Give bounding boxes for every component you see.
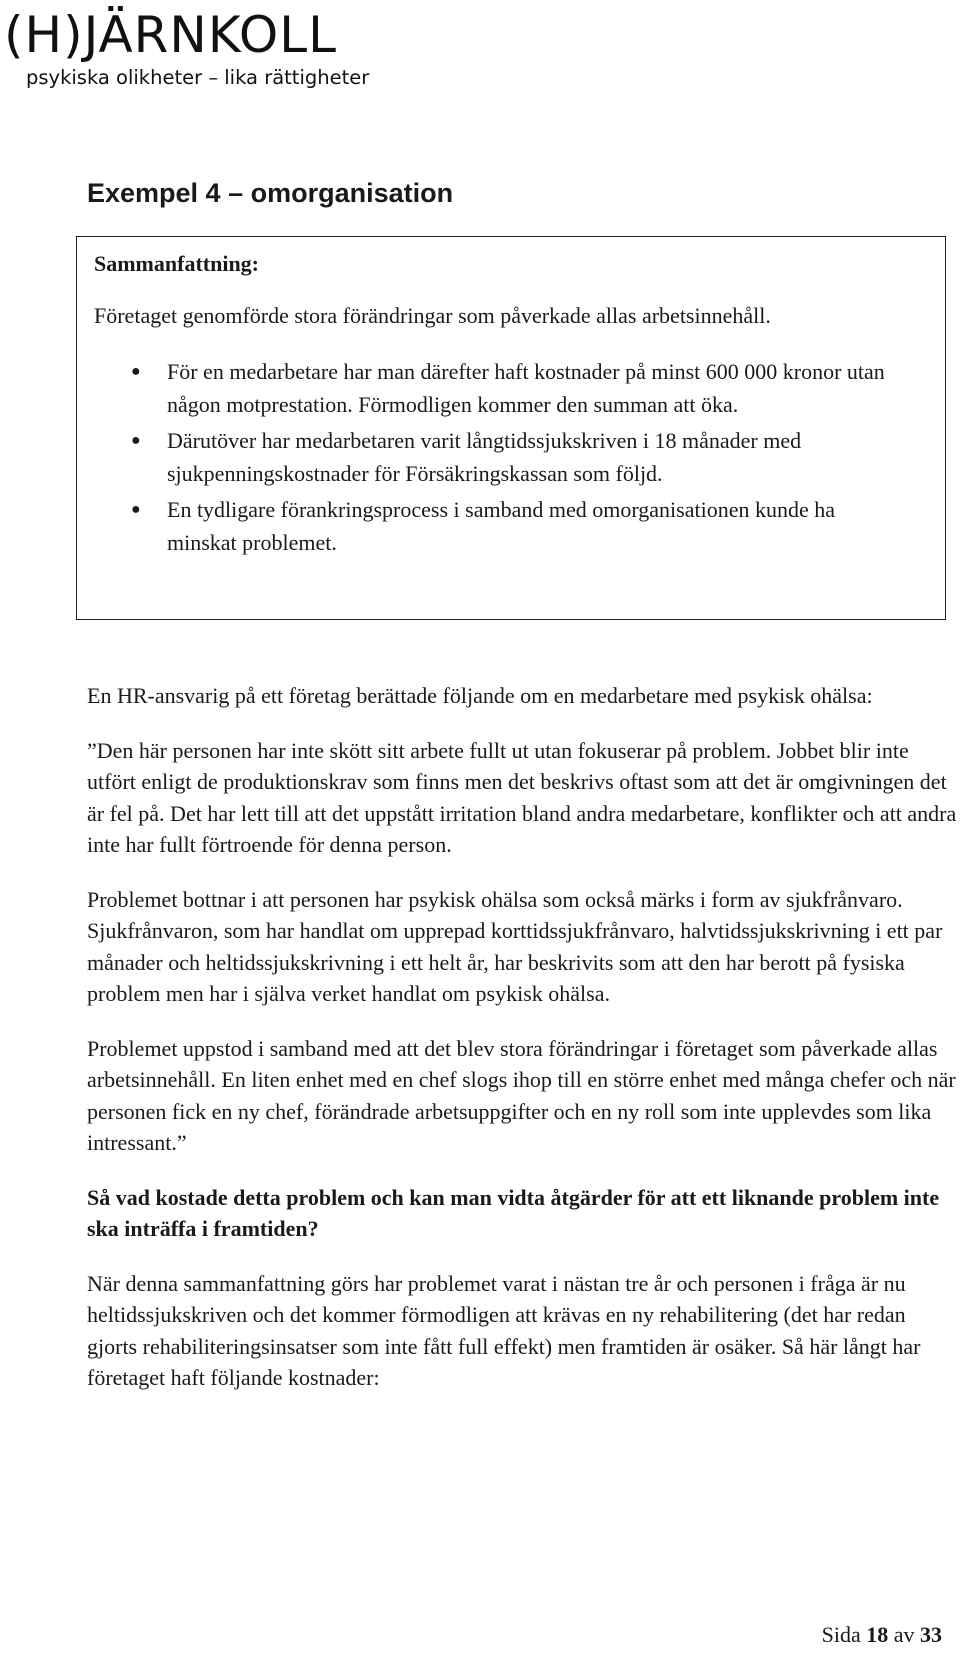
summary-intro: Företaget genomförde stora förändringar som påverkade allas arbetsinnehåll. (94, 303, 771, 328)
intro-paragraph: En HR-ansvarig på ett företag berättade följande om en medarbetare med psykisk ohälsa: (87, 683, 873, 708)
list-item-text: En tydligare förankringsprocess i samband med omorganisationen kunde ha minskat problemet. (167, 497, 835, 555)
total-pages: 33 (920, 1622, 942, 1647)
list-item-text: Därutöver har medarbetaren varit långtidssjukskriven i 18 månader med sjukpenningskostnader för Försäkringskassan som följd. (167, 428, 802, 486)
page-number-footer (822, 1620, 942, 1650)
of-label: av (893, 1622, 915, 1647)
bullet-icon: ● (131, 432, 141, 449)
quote-paragraph-3: Problemet uppstod i samband med att det blev stora förändringar i företaget som påverkade allas arbetsinnehåll. En liten enhet med en chef slogs ihop till en större enhet med många chefer och när personen fick en ny chef, förändrade arbetsuppgifter och en ny roll som inte upplevdes som lika intressant.” (87, 1035, 956, 1155)
logo-title: (H)JÄRNKOLL (4, 6, 337, 64)
quote-paragraph-2: Problemet bottnar i att personen har psykisk ohälsa som också märks i form av sjukfrånvaro. Sjukfrånvaron, som har handlat om upprepad korttidssjukfrånvaro, halvtidssjukskrivning i ett par månader och heltidssjukskrivning i ett helt år, har beskrivits som att den har berott på fysiska problem men har i själva verket handlat om psykisk ohälsa. (87, 886, 943, 1006)
page-heading: Exempel 4 – omorganisation (87, 178, 454, 208)
logo-tagline: psykiska olikheter – lika rättigheter (26, 66, 370, 89)
list-item (131, 355, 907, 421)
body-content (87, 680, 957, 1394)
list-item-text: För en medarbetare har man därefter haft kostnader på minst 600 000 kronor utan någon motprestation. Förmodligen kommer den summan att öka. (167, 359, 885, 417)
closing-paragraph: När denna sammanfattning görs har problemet varat i nästan tre år och personen i fråga är nu heltidssjukskriven och det kommer förmodligen att krävas en ny rehabilitering (det har redan gjorts rehabiliteringsinsatser som inte fått full effekt) men framtiden är osäker. Så här långt har företaget haft följande kostnader: (87, 1270, 921, 1390)
summary-title: Sammanfattning: (94, 251, 260, 276)
logo (4, 8, 424, 90)
list-item (131, 424, 907, 490)
page-label: Sida (821, 1622, 861, 1647)
summary-list (131, 355, 907, 562)
quote-paragraph-1: ”Den här personen har inte skött sitt arbete fullt ut utan fokuserar på problem. Jobbet blir inte utfört enligt de produktionskrav som finns men det beskrivs oftast som att det är omgivningen det är fel på. Det har lett till att det uppstått irritation bland andra medarbetare, konflikter och att andra inte har fullt förtroende för denna person. (87, 737, 957, 857)
bullet-icon: ● (131, 363, 141, 380)
page-number: 18 (866, 1622, 889, 1647)
bullet-icon: ● (131, 501, 141, 518)
list-item (131, 493, 907, 559)
question-paragraph: Så vad kostade detta problem och kan man vidta åtgärder för att ett liknande problem inte ska inträffa i framtiden? (87, 1184, 940, 1241)
summary-box (76, 236, 946, 620)
